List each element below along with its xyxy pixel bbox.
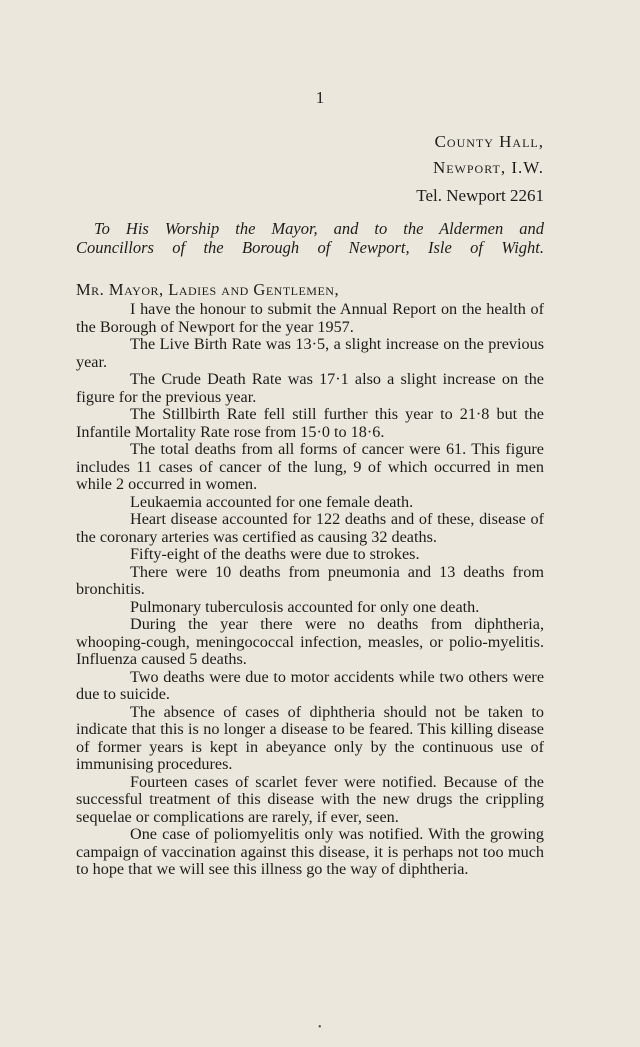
paragraph: Pulmonary tuberculosis accounted for only one death. — [130, 597, 480, 616]
page-number: 1 — [315, 88, 325, 107]
paragraph: Fourteen cases of scarlet fever were notified. Because of the successful treatment of this disease with the new drugs the crippling sequelae or complications are rarely, if ever, seen. — [76, 772, 544, 826]
dedication-line-2: Councillors of the Borough of Newport, Isle of Wight. — [76, 238, 544, 257]
dedication-line-1: To His Worship the Mayor, and to the Aldermen and — [94, 219, 544, 238]
address-block — [416, 129, 544, 209]
paragraph: The total deaths from all forms of cancer were 61. This figure includes 11 cases of cancer of the lung, 9 of which occurred in men while 2 occurred in women. — [76, 440, 544, 493]
salutation: Mr. Mayor, Ladies and Gentlemen, — [76, 280, 340, 299]
report-body — [76, 301, 544, 879]
paragraph: There were 10 deaths from pneumonia and 13 deaths from bronchitis. — [76, 562, 544, 598]
paragraph: The Live Birth Rate was 13·5, a slight increase on the previous year. — [76, 335, 544, 371]
paragraph: During the year there were no deaths from diphtheria, whooping-cough, meningococcal infection, measles, or polio-myelitis. Influenza caused 5 deaths. — [76, 615, 544, 668]
paragraph: The Crude Death Rate was 17·1 also a slight increase on the figure for the previous year. — [76, 370, 544, 406]
paragraph: The absence of cases of diphtheria should not be taken to indicate that this is no longer a disease to be feared. This killing disease of former years is kept in abeyance only by the continuous use of immunising procedures. — [76, 702, 544, 773]
paragraph: The Stillbirth Rate fell still further this year to 21·8 but the Infantile Mortality Rate rose from 15·0 to 18·6. — [76, 405, 544, 441]
paragraph: Leukaemia accounted for one female death. — [130, 492, 414, 511]
paragraph: Fifty-eight of the deaths were due to strokes. — [130, 545, 420, 563]
paragraph: One case of poliomyelitis only was notified. With the growing campaign of vaccination against this disease, it is perhaps not too much to hope that we will see this illness go the way of diphtheria. — [76, 825, 544, 878]
paragraph: I have the honour to submit the Annual Report on the health of the Borough of Newport for the year 1957. — [76, 300, 544, 336]
address-line-1: County Hall, — [434, 132, 544, 151]
paragraph: Heart disease accounted for 122 deaths and of these, disease of the coronary arteries was certified as causing 32 deaths. — [76, 510, 544, 546]
dedication — [76, 219, 544, 257]
paper-speck: • — [318, 1022, 322, 1033]
address-line-2: Newport, I.W. — [432, 158, 544, 177]
paragraph: Two deaths were due to motor accidents while two others were due to suicide. — [76, 667, 544, 703]
telephone: Tel. Newport 2261 — [416, 186, 544, 205]
